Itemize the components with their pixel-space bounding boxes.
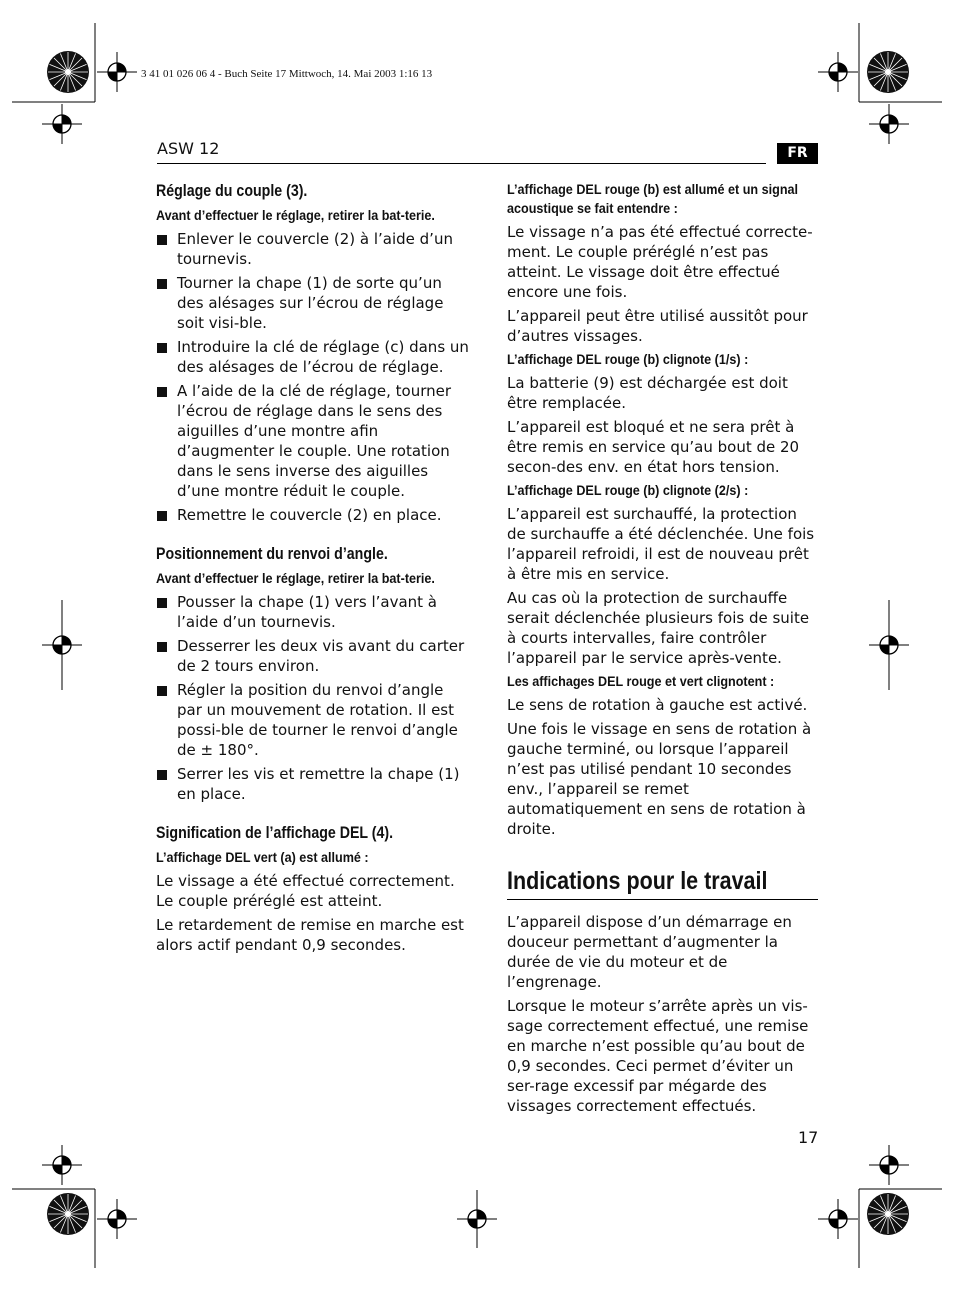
paragraph: La batterie (9) est déchargée est doit être remplacée. [507, 374, 788, 412]
list-item: Régler la position du renvoi d’angle par un mouvement de rotation. Il est possi-ble de tourner le renvoi d’angle de ± 180°. [156, 680, 470, 760]
list-item: Serrer les vis et remettre la chape (1) en place. [156, 764, 470, 804]
torque-steps [156, 229, 470, 525]
list-item: Enlever le couvercle (2) à l’aide d’un tournevis. [156, 229, 470, 269]
paragraph: Une fois le vissage en sens de rotation à gauche terminé, ou lorsque l’appareil n’est pas utilisé pendant 10 secondes env., l’appareil se remet automatiquement en sens de rotation à droite. [507, 720, 812, 838]
print-job-info: 3 41 01 026 06 4 - Buch Seite 17 Mittwoch, 14. Mai 2003 1:16 13 [141, 68, 433, 80]
subheading-red-led-beep: L’affichage DEL rouge (b) est allumé et un signal acoustique se fait entendre : [507, 181, 799, 216]
paragraph: L’appareil dispose d’un démarrage en douceur permettant d’augmenter la durée de vie du moteur et de l’engrenage. [507, 913, 792, 991]
paragraph: L’appareil peut être utilisé aussitôt pour d’autres vissages. [507, 307, 808, 345]
warning-note: Avant d’effectuer le réglage, retirer la bat-terie. [156, 570, 435, 586]
subheading-red-led-2hz: L’affichage DEL rouge (b) clignote (2/s) : [507, 482, 749, 498]
section-title-work: Indications pour le travail [507, 867, 768, 895]
paragraph: Le sens de rotation à gauche est activé. [507, 696, 808, 714]
section-title-led: Signification de l’affichage DEL (4). [156, 824, 394, 842]
paragraph: Le retardement de remise en marche est alors actif pendant 0,9 secondes. [156, 916, 464, 954]
section-title-angle: Positionnement du renvoi d’angle. [156, 545, 388, 563]
paragraph: L’appareil est bloqué et ne sera prêt à être remis en service qu’au bout de 20 secon-des env. en état hors tension. [507, 418, 800, 476]
paragraph: Au cas où la protection de surchauffe serait déclenchée plusieurs fois de suite à courts intervalles, faire contrôler l’appareil par le service après-vente. [507, 589, 810, 667]
list-item: Desserrer les deux vis avant du carter de 2 tours environ. [156, 636, 470, 676]
warning-note: Avant d’effectuer le réglage, retirer la bat-terie. [156, 207, 435, 223]
left-column [156, 180, 470, 959]
paragraph: Le vissage a été effectué correctement. Le couple préréglé est atteint. [156, 872, 455, 910]
angle-steps [156, 592, 470, 804]
subheading-red-green-blink: Les affichages DEL rouge et vert clignotent : [507, 673, 775, 689]
list-item: Tourner la chape (1) de sorte qu’un des alésages sur l’écrou de réglage soit visi-ble. [156, 273, 470, 333]
list-item: A l’aide de la clé de réglage, tourner l’écrou de réglage dans le sens des aiguilles d’une montre afin d’augmenter le couple. Une rotation dans le sens inverse des aiguilles d’une montre réduit le couple. [156, 381, 470, 501]
list-item: Remettre le couvercle (2) en place. [156, 505, 470, 525]
right-column [507, 180, 819, 1120]
document-title: ASW 12 [157, 139, 220, 158]
list-item: Introduire la clé de réglage (c) dans un des alésages de l’écrou de réglage. [156, 337, 470, 377]
paragraph: Lorsque le moteur s’arrête après un vis-sage correctement effectué, une remise en marche n’est possible qu’au bout de 0,9 secondes. Ceci permet d’éviter un ser-rage excessif par mégarde des vissages correctement effectués. [507, 997, 809, 1115]
subheading-red-led-1hz: L’affichage DEL rouge (b) clignote (1/s) : [507, 351, 749, 367]
paragraph: L’appareil est surchauffé, la protection de surchauffe a été déclenchée. Une fois l’appareil refroidi, il est de nouveau prêt à être mis en service. [507, 505, 815, 583]
list-item: Pousser la chape (1) vers l’avant à l’aide d’un tournevis. [156, 592, 470, 632]
section-title-torque: Réglage du couple (3). [156, 182, 308, 200]
paragraph: Le vissage n’a pas été effectué correcte-ment. Le couple préréglé n’est pas atteint. Le vissage doit être effectué encore une fois. [507, 223, 813, 301]
language-badge: FR [777, 143, 818, 164]
subheading-green-led: L’affichage DEL vert (a) est allumé : [156, 849, 369, 865]
page-number: 17 [798, 1128, 819, 1147]
header-rule [157, 163, 766, 164]
heading-rule [507, 899, 818, 900]
